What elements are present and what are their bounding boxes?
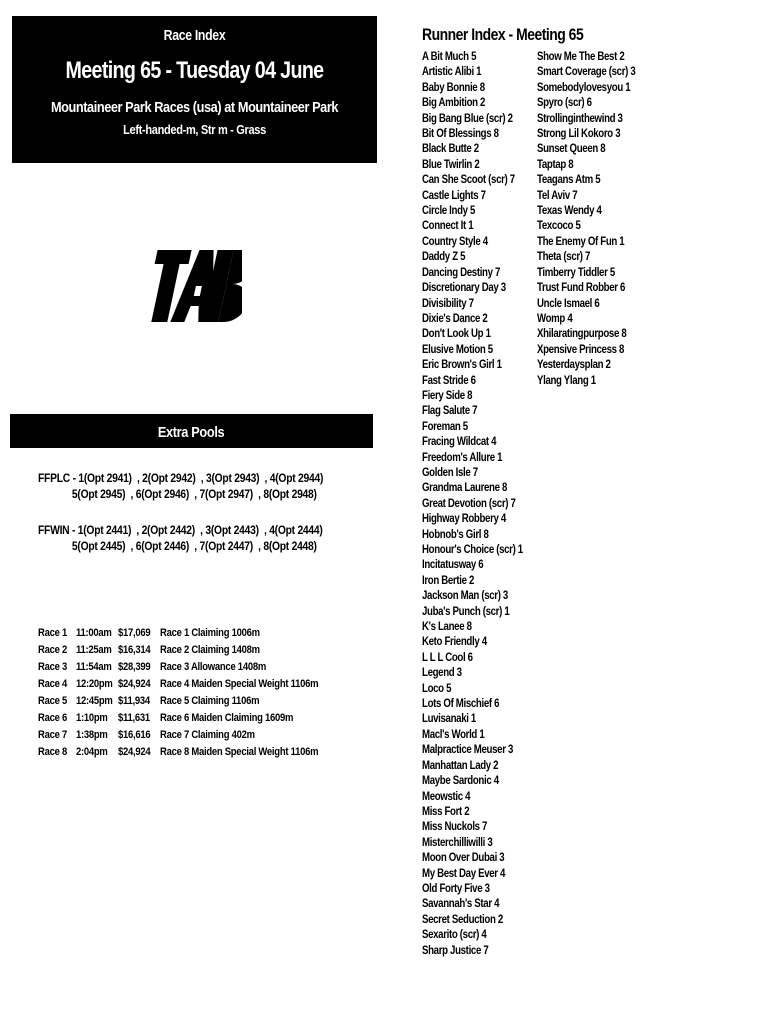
runner-entry: Daddy Z 5 xyxy=(422,251,466,264)
race-description: Race 4 Maiden Special Weight 1106m xyxy=(160,678,319,690)
race-description: Race 5 Claiming 1106m xyxy=(160,695,260,707)
runner-entry: Keto Friendly 4 xyxy=(422,636,487,649)
runner-index-title: Runner Index - Meeting 65 xyxy=(422,25,584,44)
race-description: Race 1 Claiming 1006m xyxy=(160,627,260,639)
race-purse: $16,616 xyxy=(118,729,151,741)
runner-entry: Malpractice Meuser 3 xyxy=(422,744,514,757)
race-description: Race 6 Maiden Claiming 1609m xyxy=(160,712,294,724)
runner-entry: Dancing Destiny 7 xyxy=(422,266,501,279)
runner-entry: Castle Lights 7 xyxy=(422,189,486,202)
ffplc-pool: FFPLC - 1(Opt 2941) , 2(Opt 2942) , 3(Opt 2943) , 4(Opt 2944) 5(Opt 2945) , 6(Opt 2946) , 7(Opt 2947) , 8(Opt 2948) xyxy=(38,471,324,501)
runner-entry: Miss Fort 2 xyxy=(422,805,470,818)
runner-entry: Freedom's Allure 1 xyxy=(422,451,503,464)
race-purse: $28,399 xyxy=(118,661,151,673)
extra-pools-bar xyxy=(10,414,373,448)
runner-entry: Somebodylovesyou 1 xyxy=(537,81,631,94)
runner-entry: Legend 3 xyxy=(422,667,462,680)
runner-entry: Jackson Man (scr) 3 xyxy=(422,590,508,603)
track-description: Left-handed-m, Str m - Grass xyxy=(123,122,266,137)
tab-logo xyxy=(146,248,242,324)
race-description: Race 2 Claiming 1408m xyxy=(160,644,260,656)
venue-title: Mountaineer Park Races (usa) at Mountaineer Park xyxy=(50,99,339,116)
runner-entry: Moon Over Dubai 3 xyxy=(422,852,505,865)
runner-entry: Strong Lil Kokoro 3 xyxy=(537,128,621,141)
runner-entry: Xpensive Princess 8 xyxy=(537,343,625,356)
runner-entry: Eric Brown's Girl 1 xyxy=(422,359,502,372)
runner-entry: Miss Nuckols 7 xyxy=(422,821,488,834)
runner-entry: My Best Day Ever 4 xyxy=(422,867,506,880)
runner-entry: Manhattan Lady 2 xyxy=(422,759,499,772)
runner-entry: K's Lanee 8 xyxy=(422,621,472,634)
runner-entry: Divisibility 7 xyxy=(422,297,474,310)
runner-entry: Luvisanaki 1 xyxy=(422,713,476,726)
race-purse: $24,924 xyxy=(118,678,151,690)
race-time: 1:10pm xyxy=(76,712,108,724)
runner-entry: Texas Wendy 4 xyxy=(537,205,602,218)
runner-entry: Secret Seduction 2 xyxy=(422,913,503,926)
tab-logo-text: TAB xyxy=(146,248,148,249)
runner-entry: L L L Cool 6 xyxy=(422,651,473,664)
runner-entry: Big Ambition 2 xyxy=(422,97,486,110)
race-time: 12:45pm xyxy=(76,695,113,707)
race-number: Race 3 xyxy=(38,661,67,673)
runner-entry: Trust Fund Robber 6 xyxy=(537,282,626,295)
runner-entry: Elusive Motion 5 xyxy=(422,343,493,356)
runner-entry: Taptap 8 xyxy=(537,158,574,171)
runner-entry: Xhilaratingpurpose 8 xyxy=(537,328,627,341)
runner-entry: Black Butte 2 xyxy=(422,143,479,156)
runner-entry: Show Me The Best 2 xyxy=(537,51,625,63)
runner-entry: Country Style 4 xyxy=(422,235,488,248)
runner-entry: Can She Scoot (scr) 7 xyxy=(422,174,515,187)
race-purse: $11,631 xyxy=(118,712,150,724)
runner-entry: Smart Coverage (scr) 3 xyxy=(537,66,636,79)
race-description: Race 7 Claiming 402m xyxy=(160,729,255,741)
race-number: Race 2 xyxy=(38,644,67,656)
runner-entry: Sunset Queen 8 xyxy=(537,143,606,156)
race-purse: $24,924 xyxy=(118,746,151,758)
runner-entry: Juba's Punch (scr) 1 xyxy=(422,605,510,618)
extra-pools-title: Extra Pools xyxy=(158,424,225,441)
race-time: 2:04pm xyxy=(76,746,108,758)
runner-entry: Blue Twirlin 2 xyxy=(422,158,480,171)
runner-entry: Theta (scr) 7 xyxy=(537,251,591,264)
runner-entry: Highway Robbery 4 xyxy=(422,513,506,526)
runner-entry: Discretionary Day 3 xyxy=(422,282,506,295)
runner-entry: The Enemy Of Fun 1 xyxy=(537,235,625,248)
race-time: 11:00am xyxy=(76,627,112,639)
runner-entry: Timberry Tiddler 5 xyxy=(537,266,615,279)
runner-entry: Incitatusway 6 xyxy=(422,559,484,572)
runner-entry: Spyro (scr) 6 xyxy=(537,97,592,110)
race-number: Race 1 xyxy=(38,627,67,639)
race-number: Race 6 xyxy=(38,712,67,724)
race-number: Race 5 xyxy=(38,695,67,707)
runner-entry: Savannah's Star 4 xyxy=(422,898,500,911)
runner-entry: Sexarito (scr) 4 xyxy=(422,929,487,942)
race-index-header xyxy=(12,16,377,163)
runner-entry: Baby Bonnie 8 xyxy=(422,81,485,94)
runner-entry: Fracing Wildcat 4 xyxy=(422,436,497,449)
runner-entry: Lots Of Mischief 6 xyxy=(422,698,500,711)
race-purse: $17,069 xyxy=(118,627,151,639)
race-number: Race 7 xyxy=(38,729,67,741)
runner-entry: Iron Bertie 2 xyxy=(422,574,475,587)
runner-entry: Dixie's Dance 2 xyxy=(422,312,488,325)
runner-entry: Big Bang Blue (scr) 2 xyxy=(422,112,513,125)
runner-entry: A Bit Much 5 xyxy=(422,51,477,63)
runner-entry: Bit Of Blessings 8 xyxy=(422,128,499,141)
runner-entry: Honour's Choice (scr) 1 xyxy=(422,544,523,556)
runner-entry: Teagans Atm 5 xyxy=(537,174,601,187)
runner-entry: Flag Salute 7 xyxy=(422,405,478,418)
runner-entry: Don't Look Up 1 xyxy=(422,328,491,341)
runner-entry: Ylang Ylang 1 xyxy=(537,374,596,387)
race-time: 11:25am xyxy=(76,644,112,656)
race-index-label: Race Index xyxy=(163,27,226,44)
race-purse: $11,934 xyxy=(118,695,150,707)
runner-entry: Tel Aviv 7 xyxy=(537,189,578,202)
runner-entry: Uncle Ismael 6 xyxy=(537,297,600,310)
runner-list-column-2 xyxy=(537,50,654,389)
runner-entry: Old Forty Five 3 xyxy=(422,882,490,895)
runner-entry: Misterchilliwilli 3 xyxy=(422,836,493,849)
runner-entry: Circle Indy 5 xyxy=(422,205,476,218)
runner-entry: Hobnob's Girl 8 xyxy=(422,528,489,541)
race-number: Race 4 xyxy=(38,678,67,690)
runner-list-column-1 xyxy=(422,50,542,959)
runner-entry: Macl's World 1 xyxy=(422,728,485,741)
runner-entry: Artistic Alibi 1 xyxy=(422,66,482,79)
race-time: 1:38pm xyxy=(76,729,108,741)
race-time: 12:20pm xyxy=(76,678,113,690)
runner-entry: Strollinginthewind 3 xyxy=(537,112,623,125)
runner-entry: Texcoco 5 xyxy=(537,220,581,233)
race-purse: $16,314 xyxy=(118,644,151,656)
runner-entry: Grandma Laurene 8 xyxy=(422,482,508,495)
race-description: Race 8 Maiden Special Weight 1106m xyxy=(160,746,319,758)
runner-entry: Maybe Sardonic 4 xyxy=(422,775,499,788)
runner-entry: Foreman 5 xyxy=(422,420,468,433)
meeting-title: Meeting 65 - Tuesday 04 June xyxy=(65,57,324,84)
runner-entry: Connect It 1 xyxy=(422,220,474,233)
runner-entry: Sharp Justice 7 xyxy=(422,944,489,957)
runner-entry: Womp 4 xyxy=(537,312,573,325)
race-time: 11:54am xyxy=(76,661,112,673)
runner-entry: Great Devotion (scr) 7 xyxy=(422,497,516,510)
race-description: Race 3 Allowance 1408m xyxy=(160,661,266,673)
race-number: Race 8 xyxy=(38,746,67,758)
runner-entry: Golden Isle 7 xyxy=(422,466,478,479)
runner-entry: Loco 5 xyxy=(422,682,452,695)
runner-entry: Fiery Side 8 xyxy=(422,389,473,402)
runner-entry: Yesterdaysplan 2 xyxy=(537,359,611,372)
runner-entry: Fast Stride 6 xyxy=(422,374,476,387)
ffwin-pool: FFWIN - 1(Opt 2441) , 2(Opt 2442) , 3(Opt 2443) , 4(Opt 2444) 5(Opt 2445) , 6(Opt 2446) , 7(Opt 2447) , 8(Opt 2448) xyxy=(38,523,323,553)
runner-entry: Meowstic 4 xyxy=(422,790,471,803)
